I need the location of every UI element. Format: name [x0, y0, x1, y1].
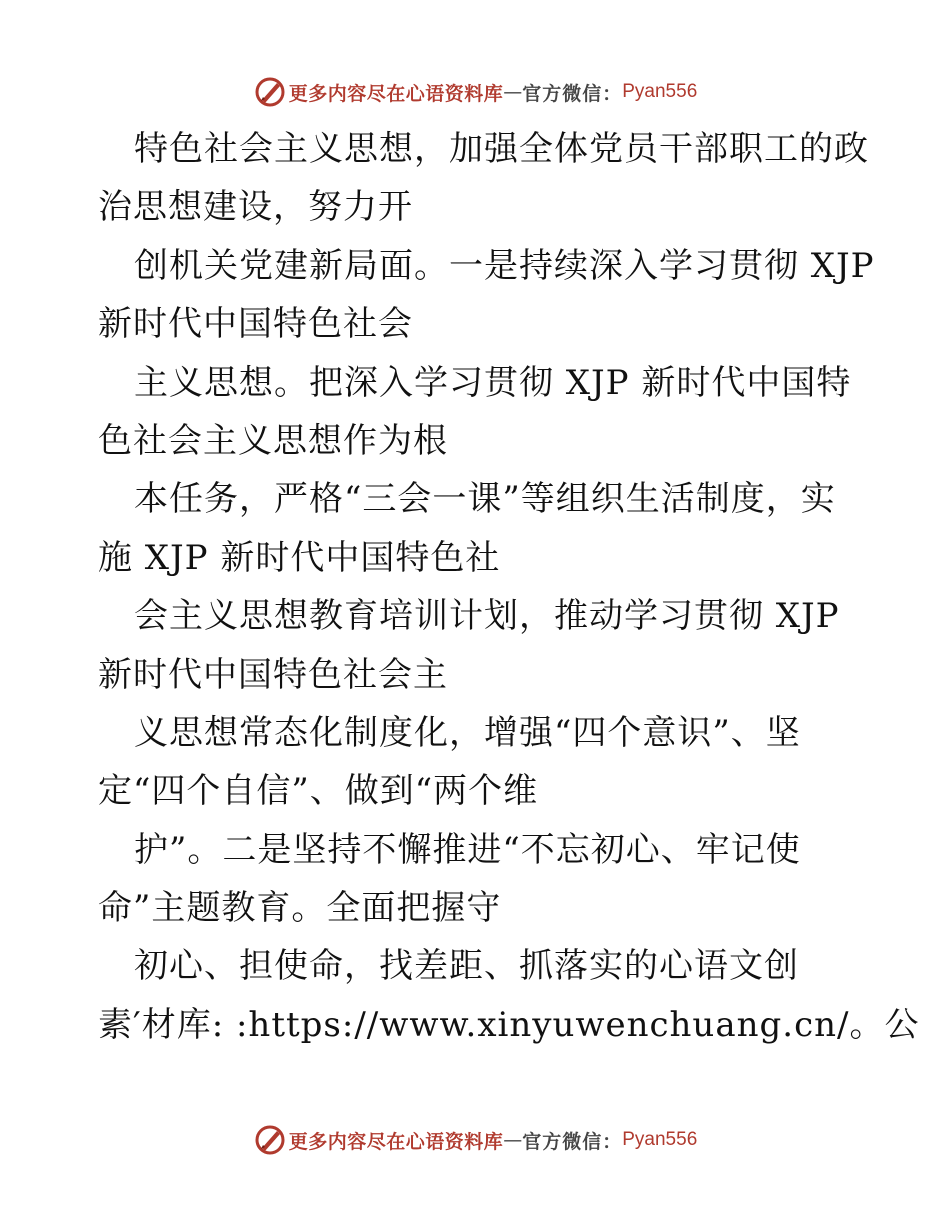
pen-logo-icon — [253, 75, 287, 109]
body-line: 初心、担使命，找差距、抓落实的心语文创 — [134, 946, 799, 987]
body-line: 本任务，严格“三会一课”等组织生活制度，实 — [134, 479, 836, 520]
body-line: 色社会主义思想作为根 — [98, 420, 448, 461]
header-banner — [0, 72, 950, 112]
banner-wechat-id: Pyan556 — [622, 1129, 698, 1150]
body-line: 义思想常态化制度化，增强“四个意识”、坚 — [134, 712, 801, 753]
banner-wechat-label: 官方微信： — [522, 82, 623, 105]
document-body — [98, 120, 920, 1054]
body-line: 创机关党建新局面。一是持续深入学习贯彻 XJP — [134, 245, 875, 286]
body-line: 新时代中国特色社会 — [98, 304, 413, 345]
body-line: 主义思想。把深入学习贯彻 XJP 新时代中国特 — [134, 362, 852, 403]
body-line: 命”主题教育。全面把握守 — [98, 888, 502, 929]
body-line: 定“四个自信”、做到“两个维 — [98, 771, 539, 812]
body-line: 护”。二是坚持不懈推进“不忘初心、牢记使 — [134, 829, 801, 870]
banner-wechat-id: Pyan556 — [622, 81, 698, 102]
body-line: 素′材库: :https://www.xinyuwenchuang.cn/。公 — [98, 1004, 920, 1045]
banner-separator: — — [503, 1129, 523, 1151]
body-line: 会主义思想教育培训计划，推动学习贯彻 XJP — [134, 596, 840, 637]
body-line: 施 XJP 新时代中国特色社 — [98, 537, 501, 578]
banner-wechat-label: 官方微信： — [522, 1130, 623, 1153]
footer-banner — [0, 1120, 950, 1160]
body-line: 特色社会主义思想，加强全体党员干部职工的政 — [134, 129, 869, 169]
banner-site-text: 更多内容尽在心语资料库 — [288, 82, 504, 105]
pen-logo-icon — [253, 1123, 287, 1157]
banner-separator: — — [503, 81, 523, 103]
body-line: 治思想建设，努力开 — [98, 187, 413, 228]
body-line: 新时代中国特色社会主 — [98, 654, 448, 695]
banner-site-text: 更多内容尽在心语资料库 — [288, 1130, 504, 1153]
